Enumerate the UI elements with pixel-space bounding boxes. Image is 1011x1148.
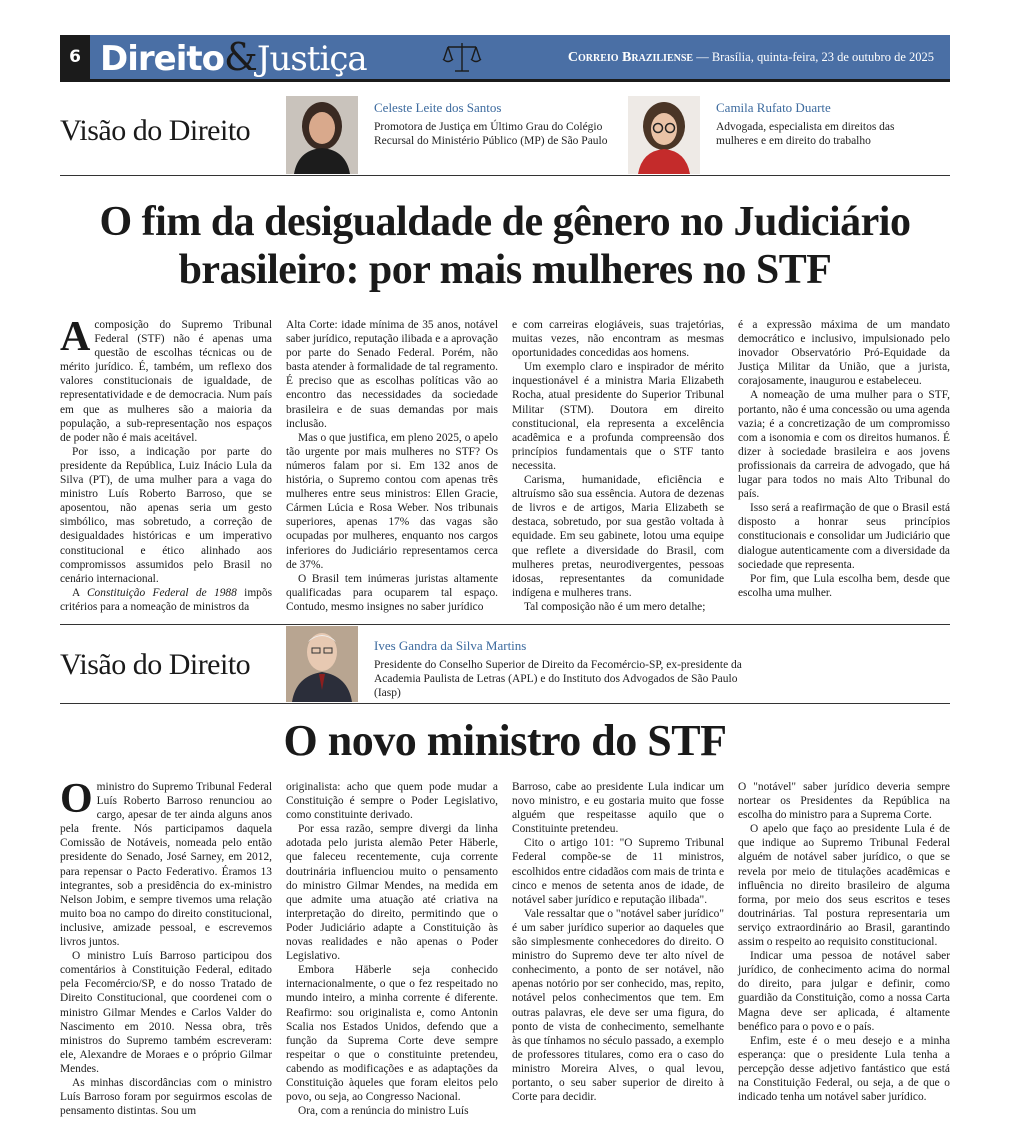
paragraph: O "notável" saber jurídico deveria sempre nortear os Presidentes da República na escolha do ministro para a Suprema Corte.: [738, 781, 950, 822]
paragraph: originalista: acho que quem pode mudar a Constituição é sempre o Poder Legislativo, como constituinte derivado.: [286, 781, 498, 822]
paragraph: Alta Corte: idade mínima de 35 anos, notável saber jurídico, reputação ilibada e a aprovação por parte do Senado Federal. Porém, não basta atender à formalidade de tal regramento. É preciso que as escolhas políticas vão ao encontro das necessidades da sociedade brasileira e de suas demandas por mais inclusão.: [286, 319, 498, 430]
column-label: Visão do Direito: [60, 648, 251, 681]
paragraph: Vale ressaltar que o "notável saber jurídico" é um saber jurídico superior ao daqueles que são simplesmente conhecedores do direito. O ministro do Supremo deve ter alto nível de conhecimento, a ponto de ser notável, não apenas notório por ser conhecido, mas, repito, notável pelos conhecimentos que tem. Em outras palavras, ele deve ser uma figura, do ponto de vista de conhecimento, semelhante às que tínhamos no século passado, a exemplo de professores titulares, como era o caso do ministro Moreira Alves, o qual levou, portanto, o seu saber superior de direito à Corte para decidir.: [512, 907, 724, 1104]
headline: O novo ministro do STF: [283, 716, 727, 765]
paragraph: O ministro Luís Barroso participou dos comentários à Constituição Federal, editado pela Fecomércio/SP, e do nosso Tratado de Direito Constitucional, que coordenei com o ministro Gilmar Mendes e Carlos Valder do Nascimento em 2010. Nessa obra, três ministros do Supremo também escreveram: ele, Alexandre de Moraes e o próprio Gilmar Mendes.: [60, 950, 272, 1075]
body-column: [286, 780, 498, 1124]
author-role: Promotora de Justiça em Último Grau do Colégio Recursal do Ministério Público (MP) de São Paulo: [374, 121, 608, 147]
author-role: Presidente do Conselho Superior de Direito da Fecomércio-SP, ex-presidente da Academia Paulista de Letras (APL) e do Instituto dos Advogados de São Paulo (Iasp): [374, 659, 742, 699]
scales-of-justice-icon: [442, 39, 482, 75]
article-body: [60, 314, 950, 613]
paragraph: As minhas discordâncias com o ministro Luís Barroso foram por seguirmos escolas de pensamento distintas. Sou um: [60, 1076, 272, 1118]
paragraph: Um exemplo claro e inspirador de mérito inquestionável é a ministra Maria Elizabeth Rocha, atual presidente do Superior Tribunal Militar (STM). Doutora em direito constitucional, ela representa a excelência acadêmica e a profunda compreensão dos princípios fundamentais que o STF tanto necessita.: [512, 361, 724, 472]
page-number: 6: [60, 35, 90, 79]
drop-cap: A: [60, 314, 91, 360]
dateline: — Brasília, quinta-feira, 23 de outubro de 2025: [693, 50, 934, 64]
author-photo: [628, 96, 700, 174]
author-name: Ives Gandra da Silva Martins: [374, 638, 527, 653]
paragraph: O Brasil tem inúmeras juristas altamente qualificadas para ocuparem tal espaço. Contudo, mesmo insignes no saber jurídico: [286, 572, 498, 613]
author-card: [286, 626, 950, 702]
header-rule: [60, 79, 950, 82]
paragraph: Cito o artigo 101: "O Supremo Tribunal Federal compõe-se de 11 ministros, escolhidos entre cidadãos com mais de trinta e cinco e menos de setenta anos de idade, de notável saber jurídico e reputação ilibada".: [512, 837, 724, 906]
paragraph: Embora Häberle seja conhecido internacionalmente, o que o fez respeitado no mundo inteiro, a minha corrente é diferente. Reafirmo: sou originalista e, como Antonin Scalia nos Estados Unidos, defendo que a função da Suprema Corte deve sempre respeitar o que o constituinte pretendeu, cabendo as modificações e as adaptações da Constituição àqueles que foram eleitos pelo povo, ou seja, ao Congresso Nacional.: [286, 964, 498, 1104]
author-photo: [286, 96, 358, 174]
drop-cap: O: [60, 776, 93, 822]
article-body: [60, 776, 950, 1124]
article-gender-equality: [60, 86, 950, 613]
paragraph: Oministro do Supremo Tribunal Federal Luís Roberto Barroso renunciou ao cargo, apesar de ter ainda alguns anos pela frente. Nós participamos daquela Comissão de Notáveis, nomeada pelo então presidente do Senado, José Sarney, em 2012, para repensar o Pacto Federativo. Éramos 13 integrantes, sob a presidência do ex-ministro Nelson Jobim, e sempre tivemos uma relação muito boa no campo do direito constitucional, inclusive, amizade pessoal, e escrevemos livros juntos.: [60, 776, 272, 949]
paragraph: Por fim, que Lula escolha bem, desde que escolha uma mulher.: [738, 572, 950, 599]
paragraph: Indicar uma pessoa de notável saber jurídico, de conhecimento acima do normal do direito, para julgar e definir, como guardião da Constituição, como a nossa Carta Magna deve ser aplicada, é altamente benéfico para o povo e o país.: [738, 950, 950, 1033]
paragraph: Tal composição não é um mero detalhe;: [524, 600, 706, 613]
headline-line: O fim da desigualdade de gênero no Judiciário: [99, 199, 911, 245]
section-title-part1: Direito: [100, 39, 224, 79]
author-name: Celeste Leite dos Santos: [374, 100, 502, 115]
body-column: [738, 780, 950, 1124]
section-header-band: [60, 35, 950, 79]
paragraph: é a expressão máxima de um mandato democrático e inclusivo, impulsionado pelo inovador Observatório Pró-Equidade da Justiça Militar da União, que a jurista, corajosamente, inaugurou e estabeleceu.: [738, 319, 950, 388]
paragraph: Mas o que justifica, em pleno 2025, o apelo tão urgente por mais mulheres no STF? Os números falam por si. Em 132 anos de história, o Supremo contou com apenas três mulheres entre seus ministros: Ellen Gracie, Cármen Lúcia e Rosa Weber. Nos tribunais superiores, apenas 17% das vagas são ocupadas por mulheres, enquanto nos cargos inferiores do Judiciário representamos cerca de 37%.: [286, 431, 498, 571]
masthead-dateline: [568, 35, 934, 80]
column-label: Visão do Direito: [60, 114, 251, 147]
paragraph: Carisma, humanidade, eficiência e altruísmo são sua essência. Autora de dezenas de livros e de artigos, Maria Elizabeth se destaca, sobretudo, por sua gestão voltada à equidade. Em seu gabinete, lotou uma equipe que reflete a diversidade do Brasil, com mulheres pretas, neurodivergentes, pessoas idosas, representantes da comunidade indígena e mulheres trans.: [512, 474, 724, 599]
article-new-minister: [60, 626, 950, 1140]
paragraph: A nomeação de uma mulher para o STF, portanto, não é uma concessão ou uma agenda vazia; é a concretização de um compromisso com a isonomia e com os direitos humanos. É dizer à sociedade brasileira e aos jovens profissionais da carreira de advogado, que há lugar para todos no mais Alto Tribunal do país.: [738, 389, 950, 501]
body-column: [738, 318, 950, 606]
section-title-amp: &: [223, 35, 257, 79]
paragraph: A Constituição Federal de 1988 impõs critérios para a nomeação de ministros da: [60, 586, 273, 613]
paragraph: Enfim, este é o meu desejo e a minha esperança: que o presidente Lula tenha a percepção desse adjetivo fantástico que está na Constituição Federal, ou seja, a de que o indicado tenha um notável saber jurídico.: [738, 1034, 950, 1104]
author-card: [286, 96, 606, 174]
article-separator: [60, 624, 950, 625]
byline-row: [60, 86, 950, 176]
paragraph: Isso será a reafirmação de que o Brasil está disposto a honrar seus princípios constitucionais e consolidar um Judiciário que dialogue autenticamente com a diversidade da sociedade que representa.: [738, 502, 950, 571]
body-column: [512, 780, 724, 1124]
section-title-part2: Justiça: [256, 39, 367, 79]
body-column: [512, 318, 724, 613]
paragraph: Por isso, a indicação por parte do presidente da República, Luiz Inácio Lula da Silva (PT), de uma mulher para a vaga do ministro Luís Roberto Barroso, que se aposentou, não apenas seria um gesto simbólico, mas sobretudo, a correção de desigualdades históricas e um imperativo constitucional e ético alinhado aos compromissos assumidos pelo Brasil no cenário internacional.: [60, 445, 272, 585]
author-photo: [286, 626, 358, 702]
paragraph: Ora, com a renúncia do ministro Luís: [298, 1105, 469, 1118]
paragraph: Por essa razão, sempre divergi da linha adotada pelo jurista alemão Peter Häberle, que faleceu recentemente, cuja corrente doutrinária influenciou muito o pensamento do ministro Gilmar Mendes, na medida em que admite uma atuação até criativa na interpretação do direito, permitindo que o Poder Judiciário adapte a Constituição às novas realidades e não apenas o Poder Legislativo.: [286, 823, 498, 963]
headline-line: brasileiro: por mais mulheres no STF: [178, 247, 832, 293]
headline: [60, 198, 950, 294]
byline-row: [60, 626, 950, 704]
newspaper-name: Correio Braziliense: [567, 50, 694, 65]
body-column: [286, 318, 498, 613]
paragraph: e com carreiras elogiáveis, suas trajetórias, muitas vezes, não encontram as mesmas oportunidades concedidas aos homens.: [512, 319, 724, 360]
paragraph: Barroso, cabe ao presidente Lula indicar um novo ministro, e eu gostaria muito que fosse alguém que respeitasse aquilo que o Constituinte pretendeu.: [512, 781, 724, 836]
paragraph: Acomposição do Supremo Tribunal Federal (STF) não é apenas uma questão de escolhas técnicas ou de mérito jurídico. É, também, um reflexo dos valores constitucionais de igualdade, de representatividade e de democracia. Num país em que as mulheres são a maioria da população, a sub-representação nos espaços de poder não é mais aceitável.: [60, 314, 272, 444]
author-name: Camila Rufato Duarte: [716, 100, 831, 115]
author-role: Advogada, especialista em direitos das mulheres e em direito do trabalho: [716, 121, 895, 147]
body-column: [60, 776, 272, 1124]
body-column: [60, 314, 273, 613]
author-card: [628, 96, 950, 174]
paragraph: O apelo que faço ao presidente Lula é de que indique ao Supremo Tribunal Federal alguém de notável saber jurídico, o que se revela por meio de titulações acadêmicas e influência no direito brasileiro de alguma forma, por meio dos seus escritos e teses doutrinárias. Tal postura representaria um serviço extraordinário ao Brasil, garantindo assim o respeito ao requisito constitucional.: [738, 823, 950, 949]
section-title: [100, 35, 367, 79]
